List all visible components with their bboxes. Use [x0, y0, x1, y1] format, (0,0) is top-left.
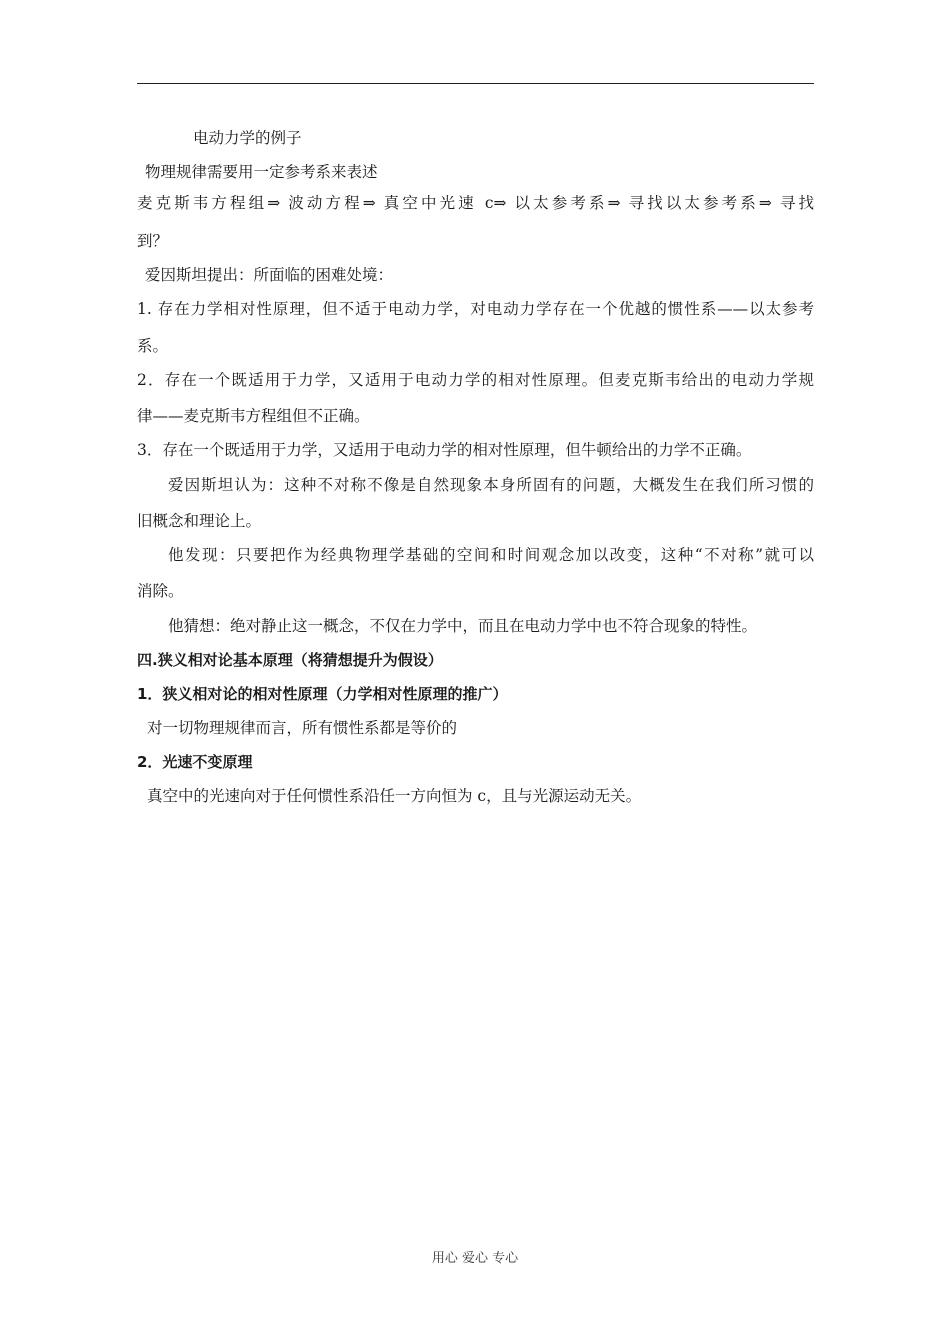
- line-einstein-view-cont: 旧概念和理论上。: [137, 512, 262, 530]
- line-maxwell-chain-cont: 到？: [137, 232, 169, 250]
- line-einstein-proposal: 爱因斯坦提出：所面临的困难处境：: [145, 266, 394, 284]
- header-rule: [137, 83, 814, 84]
- line-discovery: 他发现：只要把作为经典物理学基础的空间和时间观念加以改变，这种“不对称”就可以: [168, 546, 814, 564]
- line-point-1: 1. 存在力学相对性原理，但不适于电动力学，对电动力学存在一个优越的惯性系——以太参考: [137, 300, 814, 318]
- line-light-speed-text: 真空中的光速向对于任何惯性系沿任一方向恒为 c，且与光源运动无关。: [147, 787, 642, 805]
- subheading-relativity-principle: 1．狭义相对论的相对性原理（力学相对性原理的推广）: [137, 685, 508, 703]
- line-reference-frame: 物理规律需要用一定参考系来表述: [145, 163, 378, 181]
- line-maxwell-chain: 麦克斯韦方程组⇒ 波动方程⇒ 真空中光速 c⇒ 以太参考系⇒ 寻找以太参考系⇒ 寻找: [137, 194, 814, 212]
- line-point-3: 3．存在一个既适用于力学，又适用于电动力学的相对性原理，但牛顿给出的力学不正确。: [137, 441, 752, 459]
- line-relativity-principle-text: 对一切物理规律而言，所有惯性系都是等价的: [147, 719, 458, 737]
- line-conjecture: 他猜想：绝对静止这一概念，不仅在力学中，而且在电动力学中也不符合现象的特性。: [168, 617, 758, 635]
- section-heading-special-relativity: 四.狭义相对论基本原理（将猜想提升为假设）: [137, 651, 443, 669]
- line-point-1-cont: 系。: [137, 337, 169, 355]
- page-footer: 用心 爱心 专心: [431, 1251, 519, 1266]
- line-discovery-cont: 消除。: [137, 582, 184, 600]
- subheading-light-speed-principle: 2．光速不变原理: [137, 753, 253, 771]
- line-point-2: 2．存在一个既适用于力学，又适用于电动力学的相对性原理。但麦克斯韦给出的电动力学规: [137, 371, 814, 389]
- line-example-title: 电动力学的例子: [193, 129, 302, 147]
- line-einstein-view: 爱因斯坦认为：这种不对称不像是自然现象本身所固有的问题，大概发生在我们所习惯的: [168, 476, 814, 494]
- line-point-2-cont: 律——麦克斯韦方程组但不正确。: [137, 407, 370, 425]
